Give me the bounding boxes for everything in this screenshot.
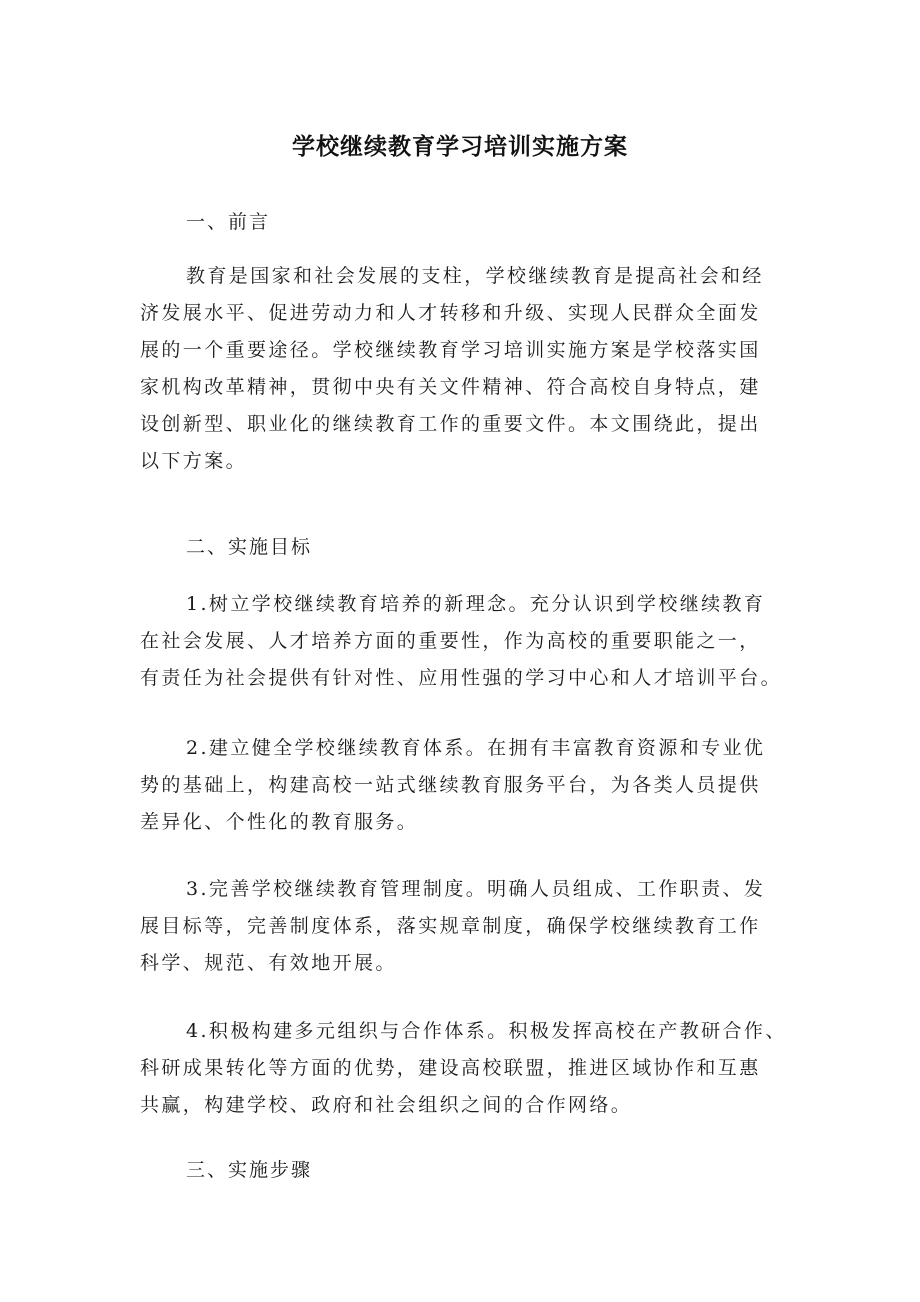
document-title: 学校继续教育学习培训实施方案 bbox=[292, 134, 628, 160]
section-heading-preface: 一、前言 bbox=[186, 211, 271, 233]
paragraph-line: 3.完善学校继续教育管理制度。明确人员组成、工作职责、发 bbox=[186, 878, 766, 900]
paragraph-line: 展目标等，完善制度体系，落实规章制度，确保学校继续教育工作 bbox=[140, 915, 761, 937]
paragraph-line: 在社会发展、人才培养方面的重要性，作为高校的重要职能之一， bbox=[140, 630, 761, 652]
paragraph-line: 4.积极构建多元组织与合作体系。积极发挥高校在产教研合作、 bbox=[186, 1020, 787, 1042]
paragraph-line: 有责任为社会提供有针对性、应用性强的学习中心和人才培训平台。 bbox=[140, 667, 783, 689]
paragraph-line: 展的一个重要途径。学校继续教育学习培训实施方案是学校落实国 bbox=[140, 339, 761, 361]
paragraph-goal-1 bbox=[140, 586, 800, 697]
paragraph-line: 1.树立学校继续教育培养的新理念。充分认识到学校继续教育 bbox=[186, 593, 766, 615]
paragraph-line: 设创新型、职业化的继续教育工作的重要文件。本文围绕此，提出 bbox=[140, 413, 761, 435]
section-heading-steps: 三、实施步骤 bbox=[186, 1159, 313, 1181]
paragraph-line: 差异化、个性化的教育服务。 bbox=[140, 811, 419, 833]
paragraph-preface bbox=[140, 258, 800, 480]
paragraph-line: 家机构改革精神，贯彻中央有关文件精神、符合高校自身特点，建 bbox=[140, 376, 761, 398]
paragraph-goal-4 bbox=[140, 1013, 800, 1124]
paragraph-line: 势的基础上，构建高校一站式继续教育服务平台，为各类人员提供 bbox=[140, 774, 761, 796]
paragraph-line: 以下方案。 bbox=[140, 450, 248, 472]
section-heading-goals: 二、实施目标 bbox=[186, 536, 313, 558]
paragraph-line: 教育是国家和社会发展的支柱，学校继续教育是提高社会和经 bbox=[186, 265, 764, 287]
paragraph-line: 科学、规范、有效地开展。 bbox=[140, 952, 397, 974]
paragraph-line: 济发展水平、促进劳动力和人才转移和升级、实现人民群众全面发 bbox=[140, 302, 761, 324]
paragraph-line: 科研成果转化等方面的优势，建设高校联盟，推进区域协作和互惠 bbox=[140, 1057, 761, 1079]
paragraph-line: 共赢，构建学校、政府和社会组织之间的合作网络。 bbox=[140, 1094, 633, 1116]
paragraph-line: 2.建立健全学校继续教育体系。在拥有丰富教育资源和专业优 bbox=[186, 737, 766, 759]
paragraph-goal-3 bbox=[140, 871, 800, 982]
paragraph-goal-2 bbox=[140, 730, 800, 841]
